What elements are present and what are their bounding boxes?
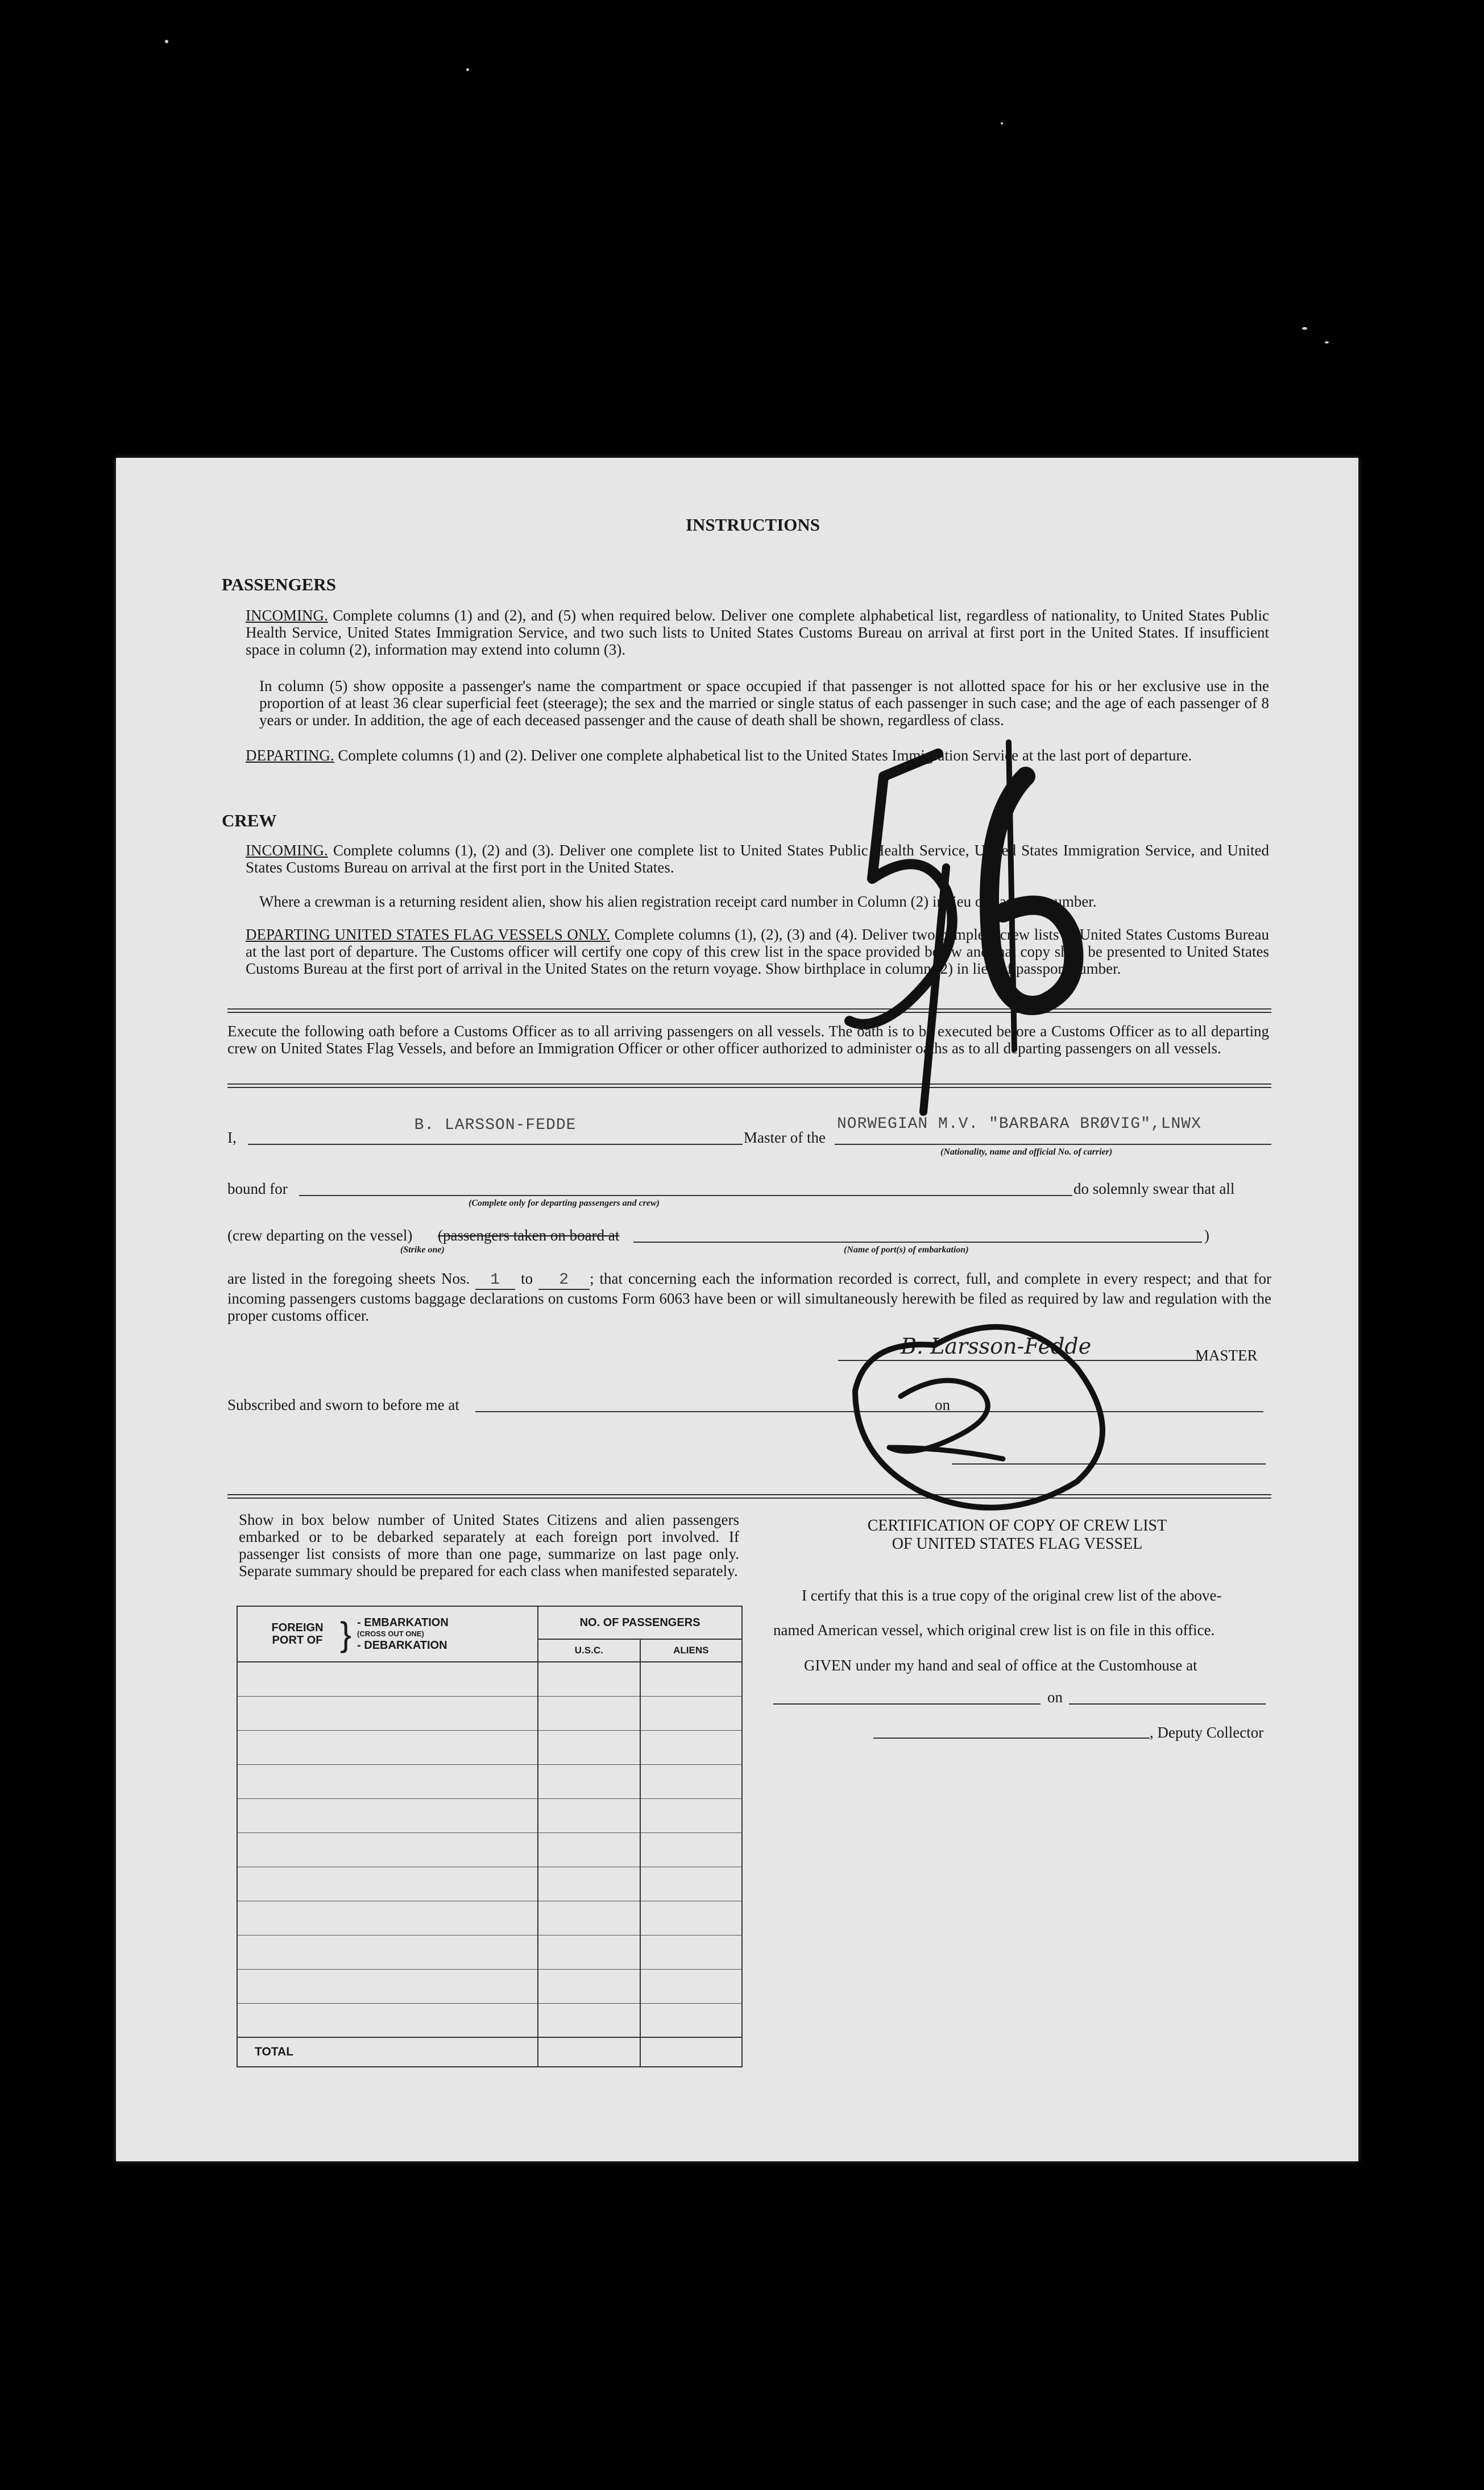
- master-name-line: [248, 1144, 743, 1145]
- passengers-heading: PASSENGERS: [222, 574, 336, 594]
- master-of-label: Master of the: [744, 1129, 826, 1146]
- aliens-cell: [640, 1798, 742, 1833]
- usc-cell: [538, 1798, 640, 1833]
- handwritten-five: [849, 754, 952, 1024]
- certify-paragraph: [227, 1270, 1271, 1324]
- port-cell: [237, 1730, 538, 1764]
- total-label: TOTAL: [237, 2037, 538, 2067]
- departing-label: DEPARTING.: [246, 747, 334, 764]
- to-label: to: [521, 1270, 533, 1287]
- port-cell: [237, 1867, 538, 1901]
- document-page: [116, 458, 1358, 2161]
- certification-title-line1: CERTIFICATION OF COPY OF CREW LIST: [867, 1517, 1167, 1534]
- usc-cell: [538, 1662, 640, 1696]
- deputy-collector-label: , Deputy Collector: [1150, 1724, 1264, 1741]
- port-cell: [237, 1662, 538, 1696]
- divider: [227, 1494, 1271, 1499]
- vessel-value: NORWEGIAN M.V. "BARBARA BRØVIG",LNWX: [837, 1115, 1201, 1133]
- passengers-incoming-paragraph: [246, 607, 1269, 658]
- instructions-title: INSTRUCTIONS: [685, 515, 820, 535]
- circled-two-inner: [889, 1380, 1003, 1459]
- incoming-label: INCOMING.: [246, 607, 328, 624]
- summary-row: [237, 2003, 742, 2037]
- usc-cell: [538, 2003, 640, 2037]
- aliens-cell: [640, 1867, 742, 1901]
- port-cell: [237, 1935, 538, 1969]
- crew-departing-text: Complete columns (1), (2), (3) and (4). Deliver two complete crew lists to United States Customs Bureau at the last port of departure. The Customs officer will certify one copy of this crew list in the space provided below and that copy shall be presented to United States Customs Bureau at the first port of arrival in the United States on the return voyage. Show birthplace in column (2) in lieu of passport number.: [246, 926, 1270, 977]
- aliens-cell: [640, 1662, 742, 1696]
- i-label: I,: [227, 1129, 237, 1146]
- port-cell: [237, 1833, 538, 1867]
- summary-row: [237, 1764, 742, 1798]
- master-signature: B. Larsson-Fedde: [901, 1334, 1092, 1359]
- sheets-label: are listed in the foregoing sheets Nos.: [227, 1270, 470, 1287]
- film-speck: [1001, 122, 1003, 125]
- usc-cell: [538, 1730, 640, 1764]
- aliens-cell: [640, 1764, 742, 1798]
- bound-for-line: [299, 1195, 1072, 1196]
- film-speck: [165, 40, 168, 43]
- port-cell: [237, 1969, 538, 2003]
- aliens-cell: [640, 1969, 742, 2003]
- port-cell: [237, 1901, 538, 1935]
- port-cell: [237, 2003, 538, 2037]
- bound-caption: (Complete only for departing passengers and crew): [469, 1198, 660, 1208]
- certify-text: ; that concerning each the information recorded is correct, full, and complete in every respect; and that for incoming passengers customs baggage declarations on customs Form 6063 have been or will simultaneously herewith be filed as required by law and regulation with the proper customs officer.: [227, 1270, 1272, 1324]
- port-caption: (Name of port(s) of embarkation): [844, 1245, 969, 1255]
- crew-departing-option: (crew departing on the vessel): [227, 1227, 413, 1244]
- usc-cell: [538, 1867, 640, 1901]
- film-speck: [1302, 327, 1307, 330]
- embarkation-label: - EMBARKATION: [357, 1616, 449, 1629]
- passenger-summary-table: [237, 1606, 743, 2067]
- strike-one-caption: (Strike one): [400, 1245, 445, 1255]
- passengers-taken-option: (passengers taken on board at: [438, 1227, 620, 1244]
- port-cell: [237, 1696, 538, 1730]
- usc-cell: [538, 1969, 640, 2003]
- foreign-port-label: FOREIGN PORT OF: [271, 1622, 324, 1647]
- certification-title-line2: OF UNITED STATES FLAG VESSEL: [892, 1535, 1143, 1553]
- cross-out-label: (CROSS OUT ONE): [357, 1629, 424, 1638]
- aliens-cell: [640, 1730, 742, 1764]
- given-text: GIVEN under my hand and seal of office at the Customhouse at: [804, 1657, 1197, 1674]
- subscribed-on-label: on: [935, 1396, 950, 1413]
- sheet-to: 2: [538, 1272, 590, 1290]
- no-passengers-header: NO. OF PASSENGERS: [538, 1606, 742, 1639]
- summary-instructions: Show in box below number of United States Citizens and alien passengers embarked or to be debarked separately at each foreign port involved. If passenger list consists of more than one page, summarize on last page only. Separate summary should be prepared for each class when manifested separately.: [239, 1511, 739, 1579]
- crewman-paragraph: Where a crewman is a returning resident alien, show his alien registration receipt card number in Column (2) in lieu of passport number.: [259, 893, 1097, 910]
- aliens-cell: [640, 1833, 742, 1867]
- summary-row: [237, 1798, 742, 1833]
- aliens-cell: [640, 1901, 742, 1935]
- summary-row: [237, 1730, 742, 1764]
- summary-row: [237, 1901, 742, 1935]
- departing-text: Complete columns (1) and (2). Deliver one complete alphabetical list to the United States Immigration Service at the last port of departure.: [338, 747, 1192, 764]
- summary-row: [237, 1833, 742, 1867]
- usc-cell: [538, 1901, 640, 1935]
- signature-line: [838, 1360, 1202, 1361]
- aliens-header: ALIENS: [640, 1639, 742, 1662]
- certification-on-label: on: [1047, 1689, 1063, 1706]
- close-paren: ): [1204, 1227, 1209, 1244]
- crew-heading: CREW: [222, 810, 277, 830]
- usc-cell: [538, 1833, 640, 1867]
- vessel-line: [835, 1144, 1271, 1145]
- summary-row: [237, 1867, 742, 1901]
- crew-departing-paragraph: [246, 926, 1269, 977]
- bound-for-label: bound for: [227, 1180, 288, 1197]
- usc-cell: [538, 1696, 640, 1730]
- port-line: [633, 1242, 1202, 1243]
- column5-paragraph: In column (5) show opposite a passenger's name the compartment or space occupied if that passenger is not allotted space for his or her exclusive use in the proportion of at least 36 clear superficial feet (steerage); the sex and the married or single status of each passenger in such case; and the age of each passenger of 8 years or under. In addition, the age of each deceased passenger and the cause of death shall be shown, regardless of class.: [259, 677, 1269, 729]
- certification-text-2: named American vessel, which original crew list is on file in this office.: [773, 1622, 1215, 1639]
- deputy-line: [873, 1738, 1150, 1739]
- summary-row: [237, 1696, 742, 1730]
- subscribed-date-line: [956, 1411, 1263, 1412]
- incoming-text: Complete columns (1) and (2), and (5) when required below. Deliver one complete alphabetical list, regardless of nationality, to United States Public Health Service, United States Immigration Service, and two such lists to United States Customs Bureau on arrival at first port in the United States. If insufficient space in column (2), information may extend into column (3).: [246, 607, 1269, 658]
- customhouse-line: [773, 1703, 1041, 1705]
- port-cell: [237, 1798, 538, 1833]
- sheet-from: 1: [475, 1272, 515, 1290]
- aliens-cell: [640, 2003, 742, 2037]
- debarkation-label: - DEBARKATION: [357, 1639, 447, 1652]
- certification-date-line: [1069, 1703, 1266, 1705]
- total-aliens-cell: [640, 2037, 742, 2067]
- summary-row: [237, 1662, 742, 1696]
- crew-incoming-label: INCOMING.: [246, 842, 328, 859]
- officer-line: [952, 1463, 1266, 1465]
- foreign-port-header: [237, 1606, 538, 1662]
- passengers-departing-paragraph: [246, 747, 1269, 764]
- swear-text: do solemnly swear that all: [1073, 1180, 1235, 1197]
- usc-header: U.S.C.: [538, 1639, 640, 1662]
- subscribed-label: Subscribed and sworn to before me at: [227, 1396, 459, 1413]
- summary-row: [237, 1969, 742, 2003]
- vessel-caption: (Nationality, name and official No. of carrier): [940, 1147, 1113, 1157]
- brace: }: [340, 1615, 352, 1653]
- aliens-cell: [640, 1696, 742, 1730]
- certification-title: [776, 1517, 1259, 1553]
- oath-intro: Execute the following oath before a Customs Officer as to all arriving passengers on all vessels. The oath is to be executed before a Customs Officer as to all departing crew on United States Flag Vessels, and before an Immigration Officer or other officer authorized to administer oaths as to all departing passengers on all vessels.: [227, 1023, 1269, 1057]
- crew-incoming-text: Complete columns (1), (2) and (3). Deliver one complete list to United States Public Health Service, United States Immigration Service, and United States Customs Bureau on arrival at the first port in the United States.: [246, 842, 1270, 876]
- divider: [227, 1008, 1271, 1013]
- usc-cell: [538, 1935, 640, 1969]
- crew-incoming-paragraph: [246, 842, 1269, 876]
- certification-text-1: I certify that this is a true copy of the original crew list of the above-: [802, 1587, 1222, 1604]
- film-speck: [466, 68, 469, 71]
- aliens-cell: [640, 1935, 742, 1969]
- master-label: MASTER: [1195, 1347, 1258, 1364]
- film-speck: [1325, 341, 1329, 344]
- total-usc-cell: [538, 2037, 640, 2067]
- port-cell: [237, 1764, 538, 1798]
- usc-cell: [538, 1764, 640, 1798]
- crew-departing-label: DEPARTING UNITED STATES FLAG VESSELS ONLY.: [246, 926, 610, 943]
- master-name-value: B. LARSSON-FEDDE: [414, 1116, 577, 1134]
- divider: [227, 1083, 1271, 1088]
- summary-row: [237, 1935, 742, 1969]
